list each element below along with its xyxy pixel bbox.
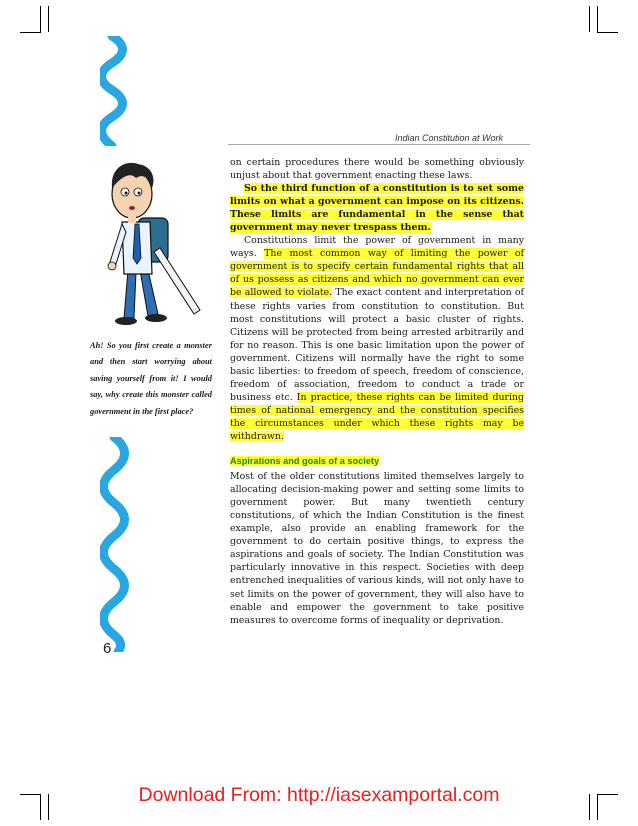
crop-mark (597, 6, 598, 32)
crop-mark (20, 32, 41, 33)
crop-mark (48, 6, 49, 32)
student-cartoon-illustration (82, 158, 202, 330)
highlighted-paragraph (230, 182, 524, 234)
section-heading-text: Aspirations and goals of a society (230, 456, 380, 467)
highlighted-text: In practice, these rights can be limited during times of national emergency and the constitution specifies the circumstances under which these rights may be withdrawn. (230, 391, 525, 442)
body-paragraph (230, 234, 524, 443)
header-rule (228, 144, 530, 145)
crop-mark (40, 6, 41, 32)
running-head: Indian Constitution at Work (395, 133, 504, 143)
wave-decoration (100, 437, 130, 652)
highlighted-text: So the third function of a constitution is to set some limits on what a government can impose on its citizens. These limits are fundamental in the sense that government may never trespass them. (230, 183, 524, 234)
crop-mark (589, 6, 590, 32)
body-text-span: Constitutions limit the power of government in many ways. (230, 235, 524, 260)
body-text-span: The exact content and interpretation of these rights varies from constitution to constitution. But most constitutions will protect a basic cluster of rights. Citizens will be protected from being arrested arbitrarily and for no reason. This is one basic limitation upon the power of government. Citizens will normally have the right to some basic liberties: to freedom of speech, freedom of conscience, freedom of association, freedom to conduct a trade or business etc. (230, 287, 524, 403)
main-body-text (230, 156, 524, 627)
crop-mark (597, 32, 618, 33)
page-number: 6 (103, 640, 112, 657)
sidebar-quote: Ah! So you first create a monster and then start worrying about saving yourself from it! I would say, why create this monster called government in the first place? (90, 341, 212, 416)
section-heading (230, 455, 524, 468)
highlighted-text: The most common way of limiting the power of government is to specify certain fundamental rights that all of us possess as citizens and which no government can ever be allowed to violate. (230, 248, 525, 299)
download-link[interactable]: Download From: http://iasexamportal.com (138, 784, 500, 806)
body-paragraph: on certain procedures there would be something obviously unjust about that government enacting these laws. (230, 157, 524, 182)
body-paragraph: Most of the older constitutions limited themselves largely to allocating decision-making power and setting some limits to government power. But many twentieth century constitutions, of which the Indian Constitution is the finest example, also provide an enabling framework for the government to do certain positive things, to express the aspirations and goals of society. The Indian Constitution was particularly innovative in this respect. Societies with deep entrenched inequalities of various kinds, will not only have to set limits on the power of government, they will also have to enable and empower the government to take positive measures to overcome forms of inequality or deprivation. (230, 471, 524, 626)
wave-decoration (100, 36, 130, 146)
